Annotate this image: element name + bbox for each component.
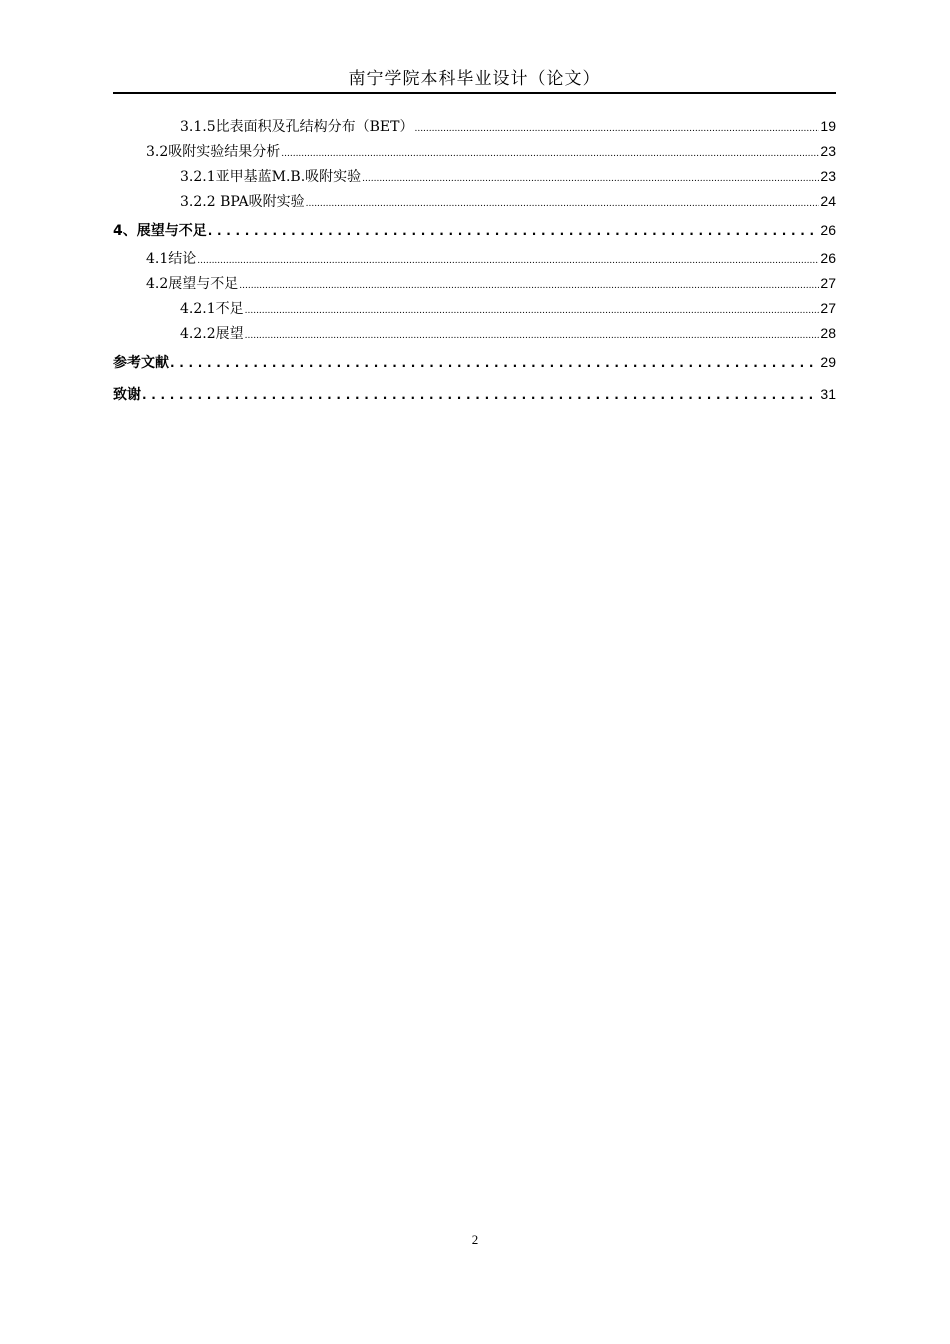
toc-dot-leader <box>306 190 820 214</box>
toc-entry-label: 致谢 <box>113 387 141 403</box>
toc-entry-page: 26 <box>820 250 836 266</box>
toc-entry-label: 4.2展望与不足 <box>146 276 239 292</box>
toc-entry[interactable] <box>113 246 836 271</box>
toc-entry-label: 3.2.2 BPA吸附实验 <box>180 194 305 210</box>
table-of-contents <box>113 114 836 410</box>
toc-entry-label: 3.2吸附实验结果分析 <box>146 144 281 160</box>
toc-entry-page: 23 <box>820 143 836 159</box>
toc-dot-leader <box>281 140 819 164</box>
toc-entry[interactable] <box>113 114 836 139</box>
toc-dot-leader <box>170 347 819 378</box>
toc-chapter-entry[interactable] <box>113 378 836 410</box>
toc-entry-page: 19 <box>820 118 836 134</box>
toc-dot-leader <box>245 297 820 321</box>
toc-entry[interactable] <box>113 189 836 214</box>
toc-entry[interactable] <box>113 271 836 296</box>
toc-entry-label: 参考文献 <box>113 355 169 371</box>
toc-dot-leader <box>362 165 819 189</box>
toc-entry-label: 3.1.5比表面积及孔结构分布（BET） <box>180 119 414 135</box>
toc-entry-label: 4.2.1不足 <box>180 301 244 317</box>
toc-entry[interactable] <box>113 321 836 346</box>
toc-dot-leader <box>245 322 820 346</box>
toc-entry-page: 31 <box>820 386 836 402</box>
toc-entry-page: 27 <box>820 275 836 291</box>
toc-entry-label: 3.2.1亚甲基蓝M.B.吸附实验 <box>180 169 362 185</box>
toc-entry-label: 4、展望与不足 <box>113 223 207 239</box>
toc-dot-leader <box>208 215 820 246</box>
toc-chapter-entry[interactable] <box>113 214 836 246</box>
toc-entry[interactable] <box>113 164 836 189</box>
toc-entry-page: 26 <box>820 222 836 238</box>
toc-entry-page: 27 <box>820 300 836 316</box>
toc-entry[interactable] <box>113 139 836 164</box>
toc-dot-leader <box>414 115 819 139</box>
toc-dot-leader <box>142 379 819 410</box>
page-number: 2 <box>471 1232 479 1247</box>
toc-chapter-entry[interactable] <box>113 346 836 378</box>
toc-dot-leader <box>239 272 819 296</box>
page-header: 南宁学院本科毕业设计（论文） <box>113 66 836 94</box>
toc-entry[interactable] <box>113 296 836 321</box>
toc-entry-label: 4.2.2展望 <box>180 326 244 342</box>
toc-entry-page: 28 <box>820 325 836 341</box>
toc-entry-page: 24 <box>820 193 836 209</box>
toc-entry-label: 4.1结论 <box>146 251 197 267</box>
toc-entry-page: 23 <box>820 168 836 184</box>
toc-dot-leader <box>197 247 819 271</box>
toc-entry-page: 29 <box>820 354 836 370</box>
